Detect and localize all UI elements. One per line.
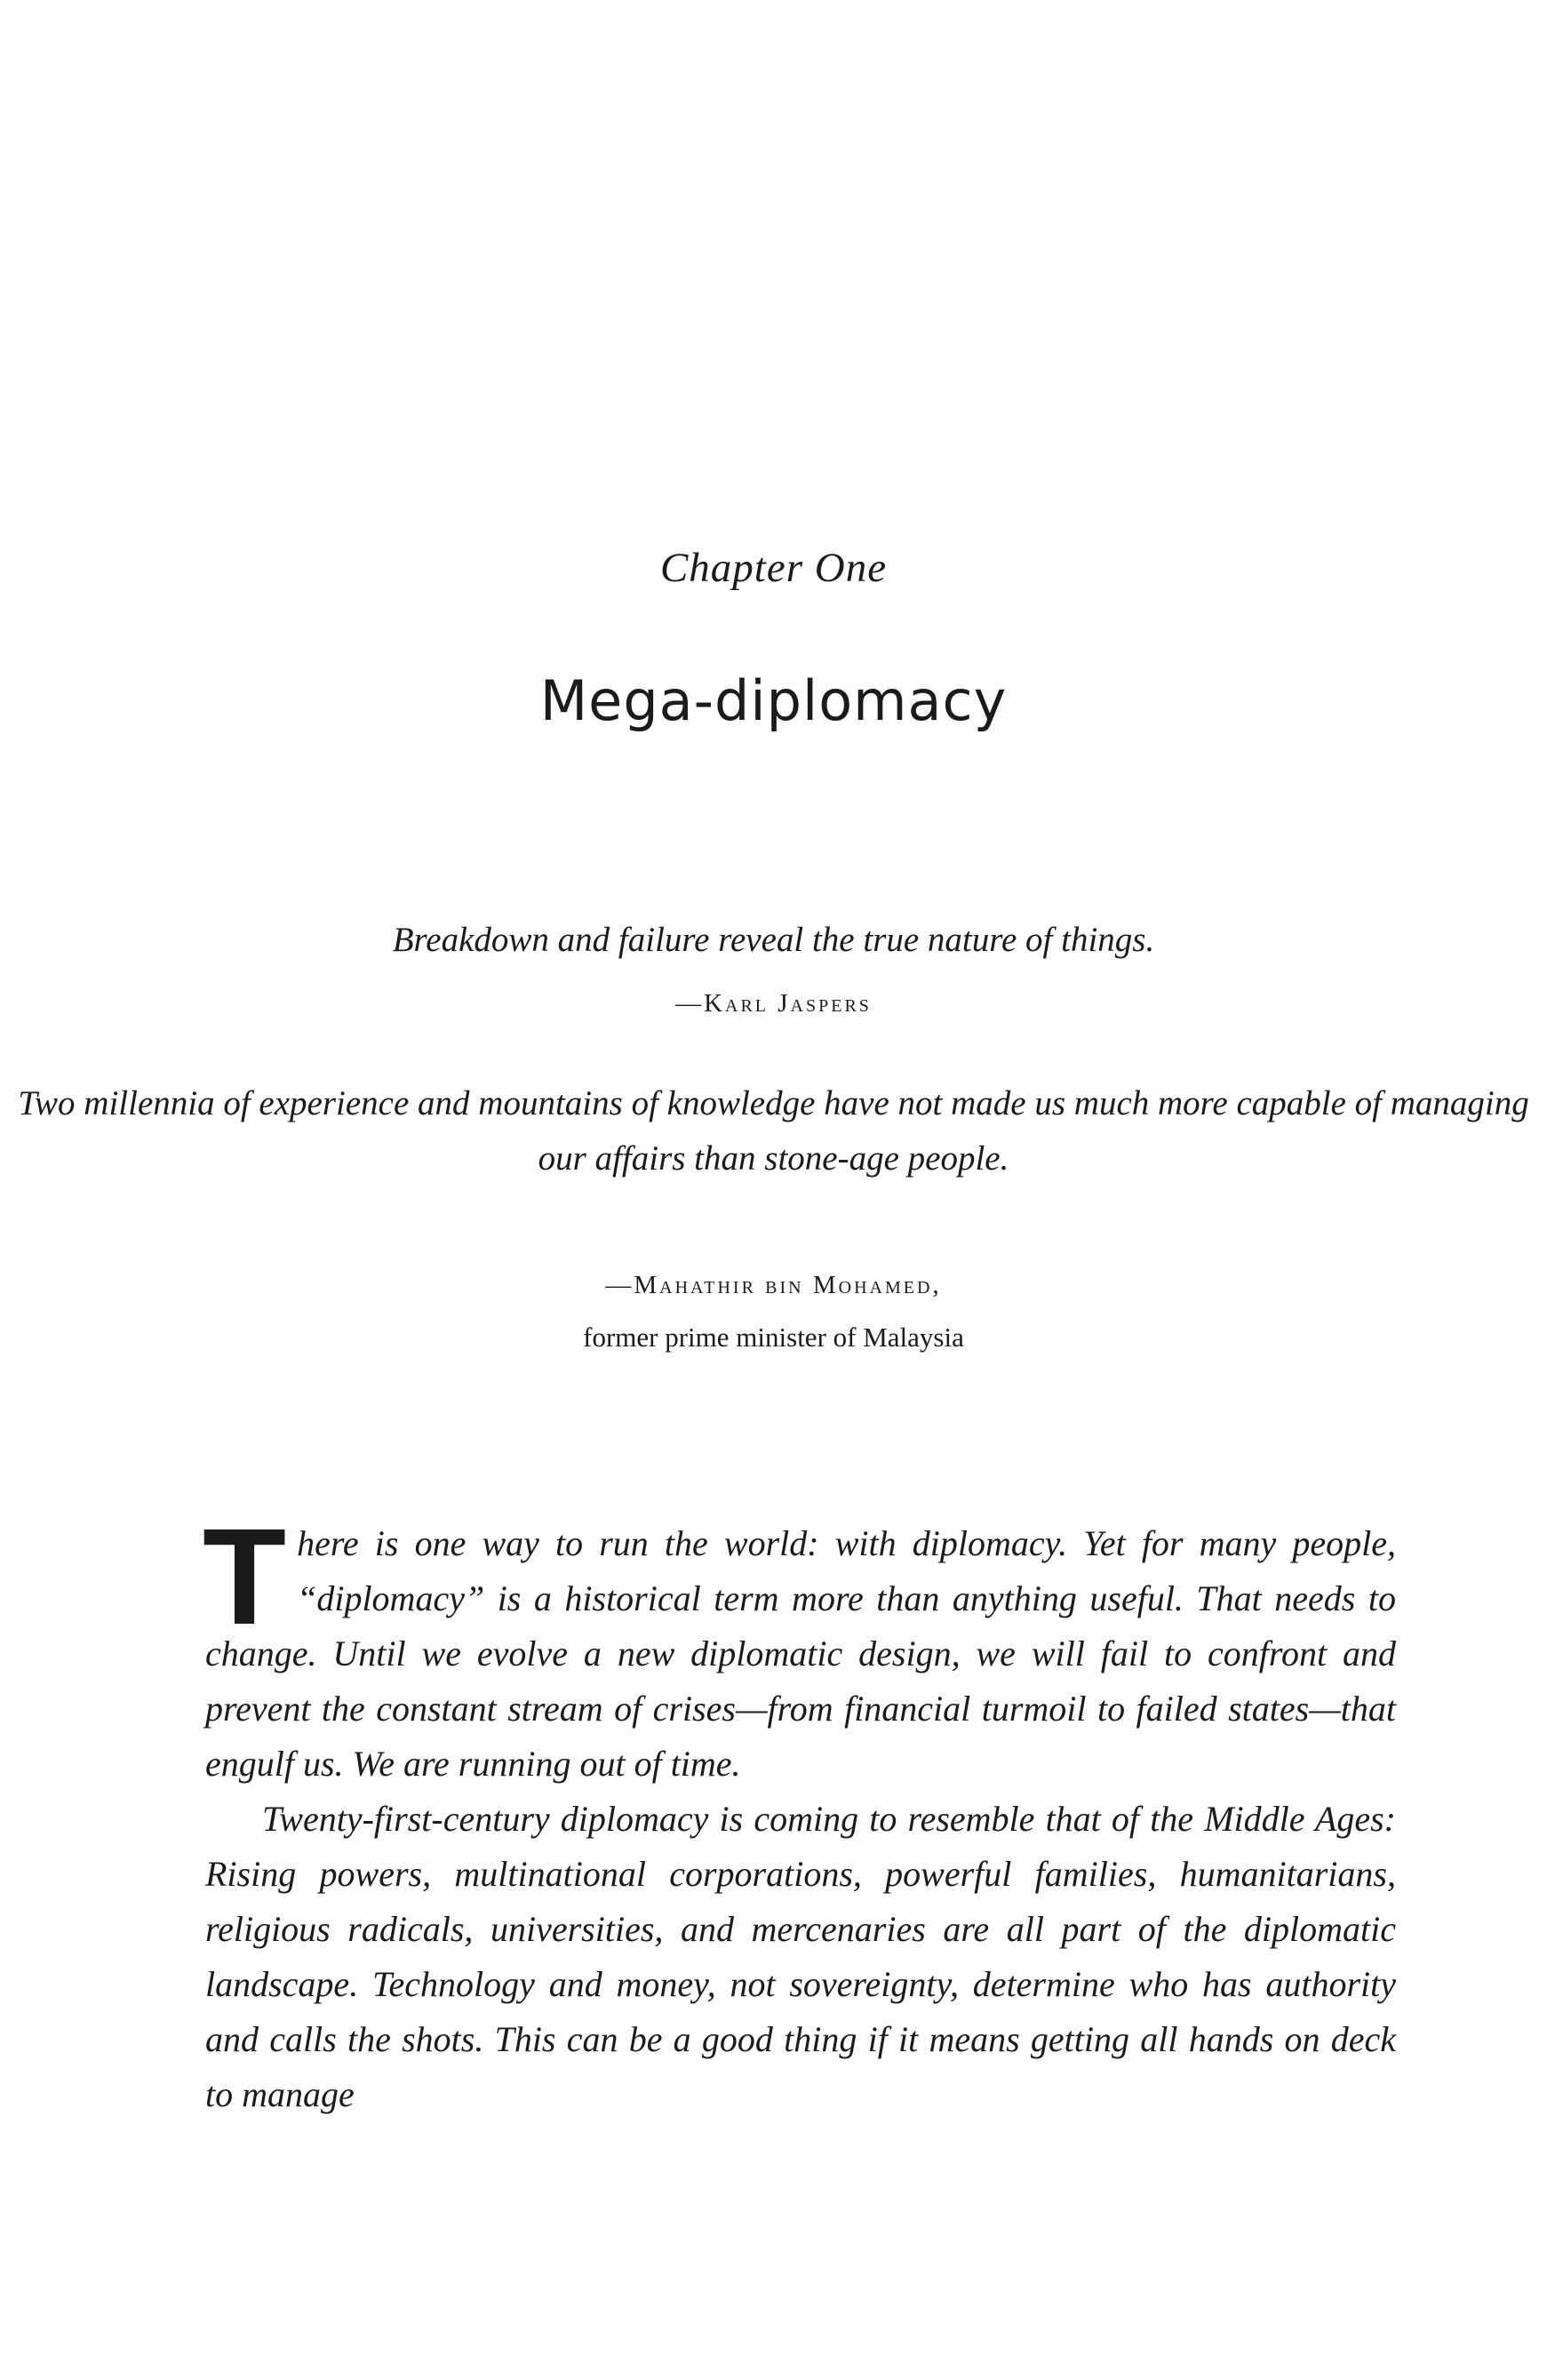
chapter-label: Chapter One [659, 545, 888, 591]
body-paragraph-2: Twenty-first-century diplomacy is coming to resemble that of the Middle Ages: Rising powers, multinational corporations, powerful families, humanitarians, religious radicals, universities, and mercenaries are all part of the diplomatic landscape. Technology and money, not sovereignty, determine who has authority and calls the shots. This can be a good thing if it means getting all hands on deck to manage [205, 1799, 1396, 2114]
chapter-body [203, 1500, 1396, 2122]
epigraph-quote-2-text: Two millennia of experience and mountains of knowledge have not made us much more capable of managing our affairs than stone-age people. [18, 1084, 1529, 1178]
epigraph-attribution-2: —Mahathir bin Mohamed, [605, 1271, 942, 1299]
epigraph-attribution-1: —Karl Jaspers [675, 989, 872, 1018]
epigraph-quote-1: Breakdown and failure reveal the true nature of things. [392, 921, 1155, 959]
epigraph-attribution-note: former prime minister of Malaysia [583, 1322, 964, 1353]
body-paragraph-1 [203, 1500, 1396, 1792]
epigraph-quote-2 [0, 1076, 1547, 1186]
chapter-title: Mega-diplomacy [539, 668, 1008, 733]
body-paragraph-1-text: here is one way to run the world: with diplomacy. Yet for many people, “diplomacy” is a historical term more than anything useful. That needs to change. Until we evolve a new diplomatic design, we will fail to confront and prevent the constant stream of crises—from financial turmoil to failed states—that engulf us. We are running out of time. [205, 1523, 1396, 1784]
drop-cap: T [203, 1500, 287, 1653]
